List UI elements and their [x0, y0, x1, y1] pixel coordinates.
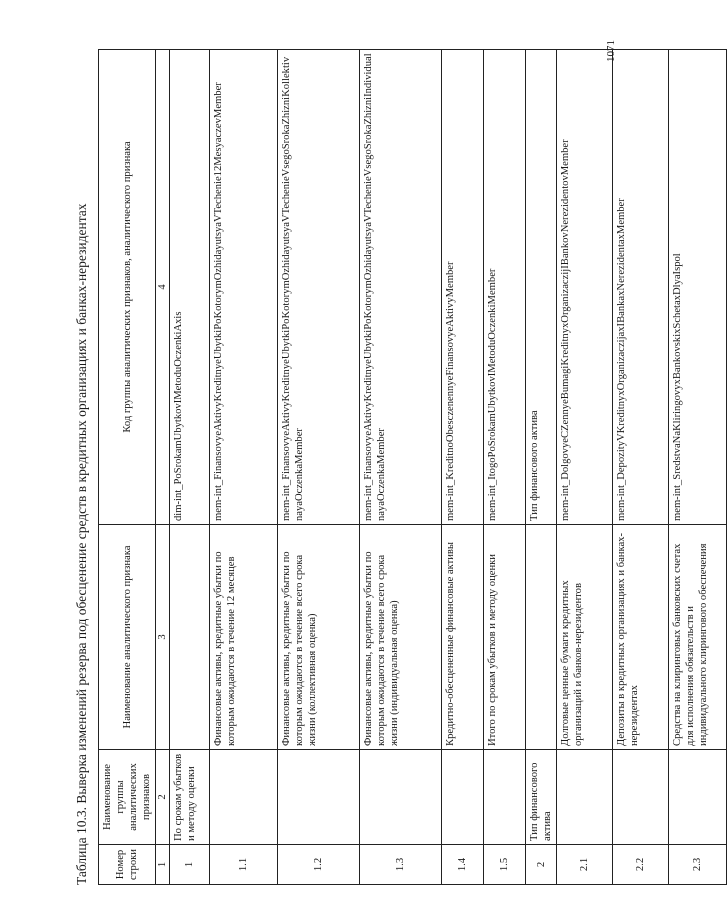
page-number: 1071 [605, 40, 617, 62]
row-name: Финансовые активы, кредитные убытки по которым ожидаются в течение всего срока жизни (индивидуальная оценка) [360, 525, 442, 750]
row-group [360, 750, 442, 845]
row-name: Долговые ценные бумаги кредитных организаций и банков-нерезидентов [557, 525, 613, 750]
header-group-name: Наименование группы аналитических признаков [99, 750, 156, 845]
row-code: mem-int_FinansovyeAktivyKreditnyeUbytkiPoKotorymOzhidayutsyaVTechenie12MesyaczevMember [210, 50, 278, 525]
row-number: 2.3 [669, 845, 727, 885]
header-row-number: Номер строки [99, 845, 156, 885]
row-group [613, 750, 669, 845]
row-name: Финансовые активы, кредитные убытки по которым ожидаются в течение всего срока жизни (коллективная оценка) [278, 525, 360, 750]
row-number: 2 [526, 845, 557, 885]
row-number: 1.2 [278, 845, 360, 885]
row-group: По срокам убытков и методу оценки [170, 750, 210, 845]
column-number: 4 [156, 50, 170, 525]
table-row [210, 50, 278, 885]
row-code: mem-int_SredstvaNaKliringovyxBankovskixSchetaxDlyaIspol [669, 50, 727, 525]
table-row [360, 50, 442, 885]
column-number: 3 [156, 525, 170, 750]
row-name [170, 525, 210, 750]
row-name: Итого по срокам убытков и методу оценки [484, 525, 526, 750]
row-code: dim-int_PoSrokamUbytkovIMetoduOczenkiAxis [170, 50, 210, 525]
row-group [278, 750, 360, 845]
row-number: 1 [170, 845, 210, 885]
table-row [557, 50, 613, 885]
table-row [526, 50, 557, 885]
column-number: 2 [156, 750, 170, 845]
row-name [526, 525, 557, 750]
row-code: mem-int_KreditnoObesczenennyeFinansovyeAktivyMember [442, 50, 484, 525]
table-title: Таблица 10.3. Выверка изменений резерва под обесценение средств в кредитных организациях и банках-нерезидентах [74, 203, 89, 885]
row-number: 1.4 [442, 845, 484, 885]
row-code: mem-int_DepozityVKreditnyxOrganizaczijaxIBankaxNerezidentaxMember [613, 50, 669, 525]
column-number: 1 [156, 845, 170, 885]
table-row [484, 50, 526, 885]
row-name: Средства на клиринговых банковских счетах для исполнения обязательств и индивидуального клирингового обеспечения [669, 525, 727, 750]
row-code: mem-int_FinansovyeAktivyKreditnyeUbytkiPoKotorymOzhidayutsyaVTechenieVsegoSrokaZhizniKollektivnayaOczenkaMember [278, 50, 360, 525]
row-number: 1.5 [484, 845, 526, 885]
column-number-row [156, 50, 170, 885]
row-group [669, 750, 727, 845]
row-name: Кредитно-обесцененные финансовые активы [442, 525, 484, 750]
header-feature-name: Наименование аналитического признака [99, 525, 156, 750]
table-row [170, 50, 210, 885]
row-group: Тип финансового актива [526, 750, 557, 845]
table-row [278, 50, 360, 885]
table-row [669, 50, 727, 885]
table-row [613, 50, 669, 885]
row-number: 2.2 [613, 845, 669, 885]
row-group [557, 750, 613, 845]
row-number: 2.1 [557, 845, 613, 885]
row-group [442, 750, 484, 845]
analytics-table [98, 49, 727, 885]
row-code: mem-int_FinansovyeAktivyKreditnyeUbytkiPoKotorymOzhidayutsyaVTechenieVsegoSrokaZhizniIndividualnayaOczenkaMember [360, 50, 442, 525]
table-row [442, 50, 484, 885]
row-number: 1.1 [210, 845, 278, 885]
row-name: Депозиты в кредитных организациях и банках-нерезидентах [613, 525, 669, 750]
rotated-page-content [70, 50, 709, 885]
row-name: Финансовые активы, кредитные убытки по которым ожидаются в течение 12 месяцев [210, 525, 278, 750]
row-code: mem-int_ItogoPoSrokamUbytkovIMetoduOczenkiMember [484, 50, 526, 525]
row-code: Тип финансового актива [526, 50, 557, 525]
header-code: Код группы аналитических признаков, аналитического признака [99, 50, 156, 525]
row-code: mem-int_DolgovyeCZennyeBumagiKreditnyxOrganizaczijIBankovNerezidentovMember [557, 50, 613, 525]
table-header-row [99, 50, 156, 885]
row-group [484, 750, 526, 845]
row-group [210, 750, 278, 845]
row-number: 1.3 [360, 845, 442, 885]
